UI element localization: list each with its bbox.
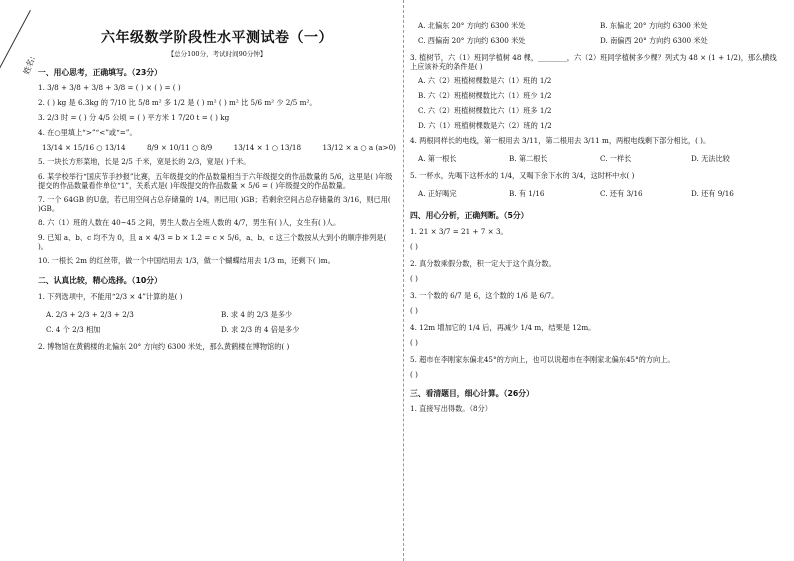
option-a: A. 第一根长 xyxy=(418,154,457,163)
option-c: C. 一样长 xyxy=(600,154,632,163)
section-4-heading: 四、用心分析，正确判断。（5分） xyxy=(410,211,529,220)
question-1-2: 2. ( ) kg 是 6.3kg 的 7/10 比 5/8 m² 多 1/2 是 ( ) m² ( ) m² 比 5/6 m² 少 2/5 m²。 xyxy=(38,98,317,108)
judge-4-blank: ( ) xyxy=(410,337,418,347)
compare-expr-2: 8/9 × 10/11 ○ 8/9 xyxy=(146,143,213,153)
option-d: D. 无法比较 xyxy=(691,154,730,163)
option-c: C. 还有 3/16 xyxy=(600,189,643,198)
compare-expressions xyxy=(42,143,396,152)
question-1-6: 6. 某学校举行“国庆节手抄报”比赛，五年级提交的作品数量相当于六年级提交的作品数量的 5/6，这里是( )年级提交的作品数量看作单位“1”，关系式是( )年级提交的作品数量 × 5/6 = ( )年级提交的作品数量。 xyxy=(38,172,393,191)
question-2-4: 4. 两根同样长的电线，第一根用去 3/11，第二根用去 3/11 m，两根电线剩下部分相比，( )。 xyxy=(410,136,711,145)
section-3-heading: 三、看清题目，细心计算。（26分） xyxy=(410,388,534,398)
page-subtitle: 【总分100分，考试时间90分钟】 xyxy=(167,49,267,58)
option-b: B. 求 4 的 2/3 是多少 xyxy=(221,310,293,320)
judge-2-blank: ( ) xyxy=(410,273,418,283)
option-d: D. 六（1）班植树棵数是六（2）班的 1/2 xyxy=(418,121,552,130)
compare-expr-1: 13/14 × 15/16 ○ 13/14 xyxy=(42,143,126,153)
section-1-heading: 一、用心思考，正确填写。（23分） xyxy=(38,67,162,77)
judge-4: 4. 12m 增加它的 1/4 后，再减少 1/4 m，结果是 12m。 xyxy=(410,322,596,332)
option-b: B. 东偏北 20° 方向约 6300 米处 xyxy=(600,21,708,30)
question-1-4: 4. 在○里填上“>”“<”或“=”。 xyxy=(38,128,137,138)
option-a: A. 六（2）班植树棵数是六（1）班的 1/2 xyxy=(418,76,552,85)
question-1-7: 7. 一个 64GB 的U盘，若已用空间占总存储量的 1/4，则已用( )GB；若剩余空间占总存储量的 3/16，则已用( )GB。 xyxy=(38,195,391,214)
option-a: A. 正好喝完 xyxy=(418,189,457,198)
question-2-3: 3. 植树节，六（1）班同学植树 48 棵，________，六（2）班同学植树多少棵？列式为 48 × (1 + 1/2)，那么横线上应该补充的条件是( ) xyxy=(410,53,777,71)
option-c: C. 西偏南 20° 方向约 6300 米处 xyxy=(418,36,526,45)
question-2-1: 1. 下列选项中，不能用“2/3 × 4”计算的是( ) xyxy=(38,292,183,302)
judge-5-blank: ( ) xyxy=(410,369,418,379)
page-title: 六年级数学阶段性水平测试卷（一） xyxy=(101,30,333,46)
judge-1-blank: ( ) xyxy=(410,241,418,251)
column-divider xyxy=(403,0,404,561)
question-2-2-options xyxy=(418,18,782,48)
question-2-1-options xyxy=(46,307,396,337)
question-2-5-options xyxy=(418,186,782,201)
judge-3-blank: ( ) xyxy=(410,305,418,315)
compare-expr-4: 13/12 × a ○ a (a>0) xyxy=(322,143,396,153)
option-d: D. 南偏西 20° 方向约 6300 米处 xyxy=(600,36,708,45)
option-c: C. 4 个 2/3 相加 xyxy=(46,325,101,335)
option-a: A. 北偏东 20° 方向约 6300 米处 xyxy=(418,21,526,30)
judge-2: 2. 真分数乘假分数，积一定大于这个真分数。 xyxy=(410,258,556,268)
name-label: 姓名: xyxy=(21,55,37,76)
judge-1: 1. 21 × 3/7 = 21 + 7 × 3。 xyxy=(410,226,508,236)
question-2-3-options xyxy=(418,76,782,131)
question-2-2: 2. 博物馆在黄鹤楼的北偏东 20° 方向约 6300 米处，那么黄鹤楼在博物馆的( ) xyxy=(38,342,290,352)
question-1-1: 1. 3/8 + 3/8 + 3/8 + 3/8 = ( ) × ( ) = ( ) xyxy=(38,83,181,93)
judge-5: 5. 超市在李刚家东偏北45°的方向上，也可以说超市在李刚家北偏东45°的方向上。 xyxy=(410,354,675,364)
question-2-5: 5. 一杯水，先喝下这杯水的 1/4，又喝下余下水的 3/4，这时杯中水( ) xyxy=(410,171,635,180)
right-column xyxy=(410,8,782,419)
option-c: C. 六（2）班植树棵数比六（1）班多 1/2 xyxy=(418,106,552,115)
section-2-heading: 二、认真比较，精心选择。（10分） xyxy=(38,276,162,286)
judge-3: 3. 一个数的 6/7 是 6，这个数的 1/6 是 6/7。 xyxy=(410,290,559,300)
question-1-5: 5. 一块长方形菜地，长是 2/5 千米，宽是长的 2/3，宽是( )千米。 xyxy=(38,157,251,167)
question-1-9: 9. 已知 a、b、c 均不为 0，且 a × 4/3 = b × 1.2 = c × 5/6，a、b、c 这三个数按从大到小的顺序排列是( )。 xyxy=(38,233,387,252)
question-1-3: 3. 2/3 时 = ( ) 分 4/5 公顷 = ( ) 平方米 1 7/20 t = ( ) kg xyxy=(38,113,230,123)
binding-margin xyxy=(18,0,19,561)
question-2-4-options xyxy=(418,151,782,166)
option-d: D. 还有 9/16 xyxy=(691,189,734,198)
compare-expr-3: 13/14 × 1 ○ 13/18 xyxy=(233,143,302,153)
option-b: B. 六（2）班植树棵数比六（1）班少 1/2 xyxy=(418,91,552,100)
option-a: A. 2/3 + 2/3 + 2/3 + 2/3 xyxy=(46,310,134,320)
option-b: B. 第二根长 xyxy=(509,154,548,163)
left-column xyxy=(38,8,396,357)
option-b: B. 有 1/16 xyxy=(509,189,545,198)
question-1-8: 8. 六（1）班的人数在 40~45 之间，男生人数占全班人数的 4/7，男生有( )人，女生有( )人。 xyxy=(38,218,341,228)
question-1-10: 10. 一根长 2m 的红丝带，做一个中国结用去 1/3，做一个蝴蝶结用去 1/3 m，还剩下( )m。 xyxy=(38,256,335,266)
option-d: D. 求 2/3 的 4 倍是多少 xyxy=(221,325,300,335)
calc-1: 1. 直接写出得数。（8分） xyxy=(410,404,492,414)
